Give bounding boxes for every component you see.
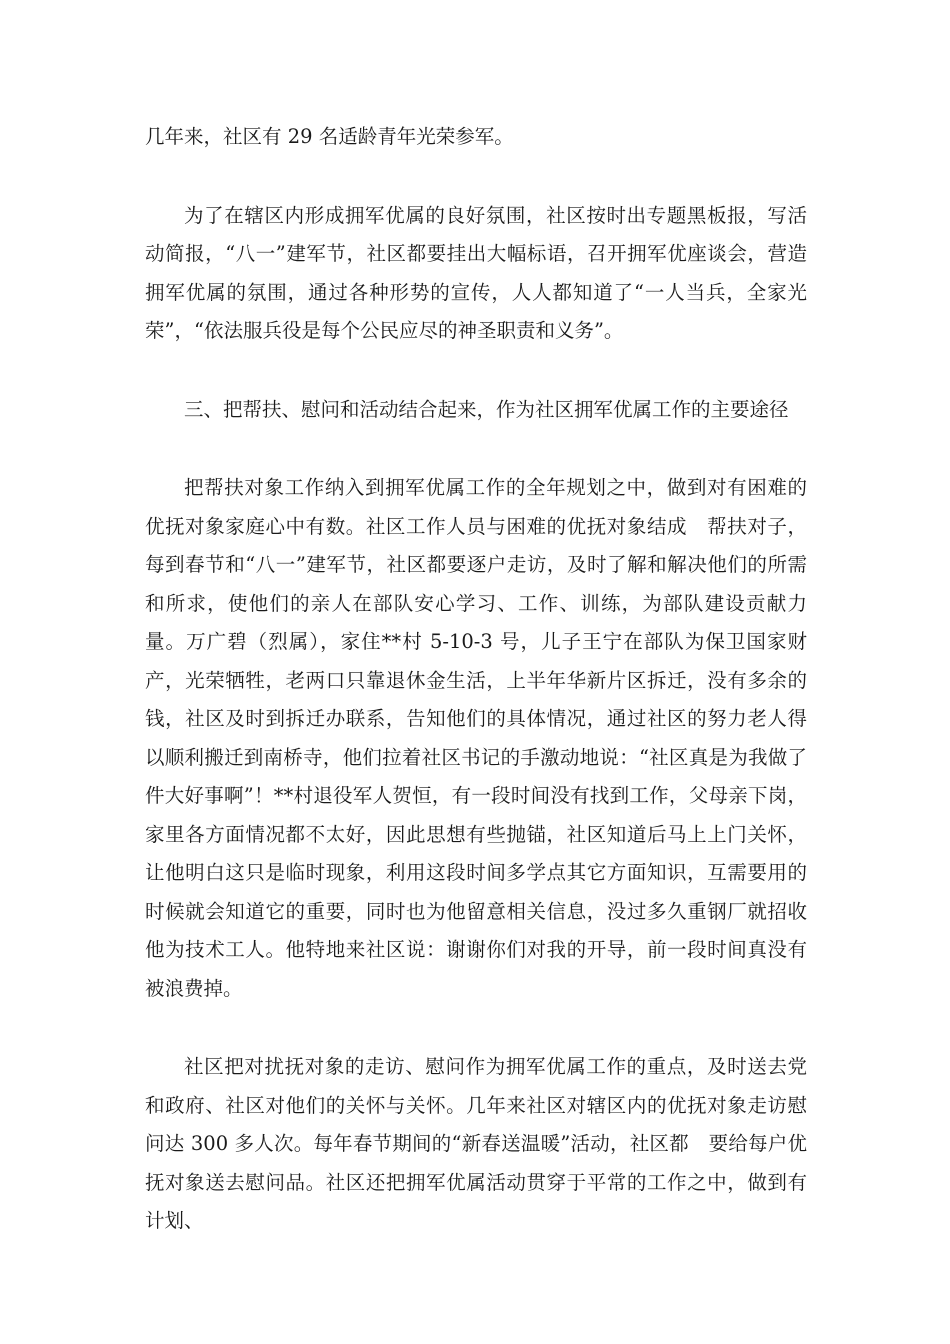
paragraph-1: 几年来，社区有 29 名适龄青年光荣参军。 — [145, 125, 514, 148]
section-heading-3: 三、把帮扶、慰问和活动结合起来，作为社区拥军优属工作的主要途径 — [184, 397, 789, 421]
document-body — [145, 118, 807, 1241]
paragraph-4: 把帮扶对象工作纳入到拥军优属工作的全年规划之中，做到对有困难的优抚对象家庭心中有数。社区工作人员与困难的优抚对象结成 帮扶对子，每到春节和“八一”建军节，社区都要逐户走访，及时了解和解决他们的所需和所求，使他们的亲人在部队安心学习、工作、训练，为部队建设贡献力量。万广碧（烈属），家住**村 5-10-3 号，儿子王宁在部队为保卫国家财产，光荣牺牲，老两口只靠退休金生活，上半年华新片区拆迁，没有多余的钱，社区及时到拆迁办联系，告知他们的具体情况，通过社区的努力老人得以顺利搬迁到南桥寺，他们拉着社区书记的手激动地说：“社区真是为我做了件大好事啊”！**村退役军人贺恒，有一段时间没有找到工作，父母亲下岗，家里各方面情况都不太好，因此思想有些抛锚，社区知道后马上上门关怀，让他明白这只是临时现象，利用这段时间多学点其它方面知识，互需要用的时候就会知道它的重要，同时也为他留意相关信息，没过多久重钢厂就招收他为技术工人。他特地来社区说：谢谢你们对我的开导，前一段时间真没有被浪费掉。 — [145, 476, 807, 1000]
paragraph-gap — [145, 351, 807, 391]
paragraph-gap — [145, 1008, 807, 1048]
paragraph-5: 社区把对扰抚对象的走访、慰问作为拥军优属工作的重点，及时送去党和政府、社区对他们的关怀与关怀。几年来社区对辖区内的优抚对象走访慰问达 300 多人次。每年春节期间的“新春送温暖”活动，社区都 要给每户优抚对象送去慰问品。社区还把拥军优属活动贯穿于平常的工作之中，做到有计划、 — [145, 1055, 807, 1232]
paragraph-2: 为了在辖区内形成拥军优属的良好氛围，社区按时出专题黑板报，写活动简报，“八一”建军节，社区都要挂出大幅标语，召开拥军优座谈会，营造拥军优属的氛围，通过各种形势的宣传，人人都知道了“一人当兵，全家光荣”，“依法服兵役是每个公民应尽的神圣职责和义务”。 — [145, 203, 807, 342]
paragraph-gap — [145, 429, 807, 469]
paragraph-gap — [145, 157, 807, 197]
